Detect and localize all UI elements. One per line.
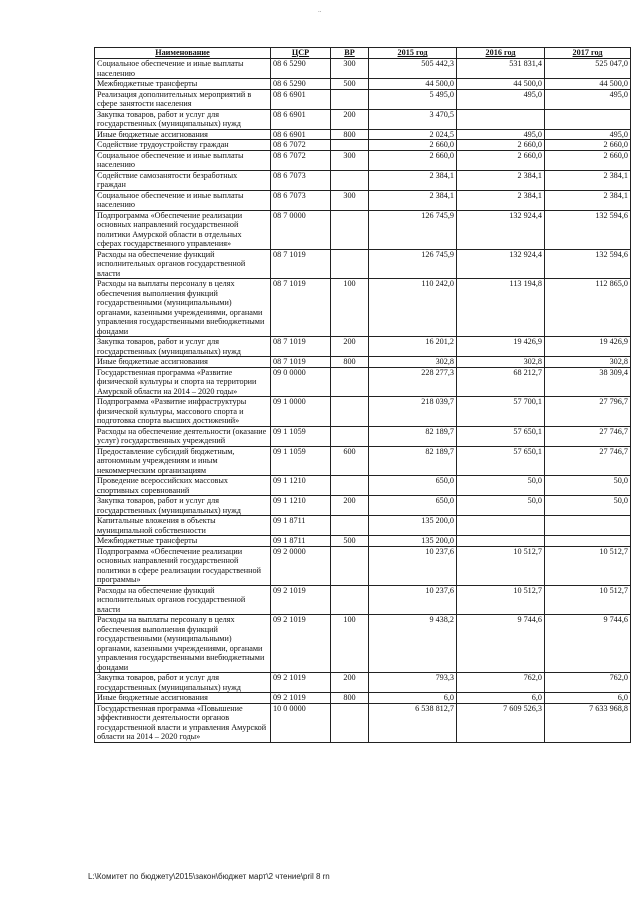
cell-vr: 100 xyxy=(331,615,369,673)
column-header-2015: 2015 год xyxy=(369,48,457,59)
page-mark: .. xyxy=(318,6,322,14)
cell-csr: 09 1 8711 xyxy=(271,536,331,547)
cell-vr xyxy=(331,397,369,427)
cell-csr: 09 2 1019 xyxy=(271,673,331,693)
cell-name: Государственная программа «Развитие физической культуры и спорта на территории Амурской области на 2014 – 2020 годы» xyxy=(95,367,271,397)
cell-2017: 44 500,0 xyxy=(545,79,631,90)
cell-name: Расходы на обеспечение деятельности (оказание услуг) государственных учреждений xyxy=(95,426,271,446)
cell-2015: 6,0 xyxy=(369,693,457,704)
column-header-name: Наименование xyxy=(95,48,271,59)
budget-table xyxy=(94,47,631,743)
cell-vr xyxy=(331,140,369,151)
cell-2016: 113 194,8 xyxy=(457,279,545,337)
cell-csr: 09 0 0000 xyxy=(271,367,331,397)
cell-2015: 16 201,2 xyxy=(369,337,457,357)
cell-csr: 08 6 7073 xyxy=(271,190,331,210)
cell-2016: 50,0 xyxy=(457,496,545,516)
cell-name: Содействие самозанятости безработных граждан xyxy=(95,170,271,190)
column-header-2017: 2017 год xyxy=(545,48,631,59)
table-row xyxy=(95,536,631,547)
cell-2017: 27 746,7 xyxy=(545,426,631,446)
cell-vr xyxy=(331,585,369,615)
cell-vr xyxy=(331,703,369,742)
table-row xyxy=(95,210,631,249)
cell-name: Социальное обеспечение и иные выплаты населению xyxy=(95,150,271,170)
cell-csr: 09 1 1059 xyxy=(271,446,331,476)
cell-2016: 7 609 526,3 xyxy=(457,703,545,742)
table-row xyxy=(95,476,631,496)
cell-2017: 50,0 xyxy=(545,476,631,496)
cell-vr: 200 xyxy=(331,496,369,516)
cell-csr: 09 2 1019 xyxy=(271,693,331,704)
cell-2016: 50,0 xyxy=(457,476,545,496)
table-row xyxy=(95,140,631,151)
cell-name: Расходы на обеспечение функций исполнительных органов государственной власти xyxy=(95,585,271,615)
cell-name: Капитальные вложения в объекты муниципальной собственности xyxy=(95,516,271,536)
cell-vr xyxy=(331,249,369,279)
table-row xyxy=(95,446,631,476)
cell-2015: 2 660,0 xyxy=(369,140,457,151)
cell-name: Расходы на выплаты персоналу в целях обеспечения выполнения функций государственными (муниципальными) органами, казенными учреждениями, органами управления государственными внебюджетными фондами xyxy=(95,279,271,337)
cell-2015: 793,3 xyxy=(369,673,457,693)
cell-vr xyxy=(331,426,369,446)
cell-2016: 6,0 xyxy=(457,693,545,704)
cell-2016 xyxy=(457,516,545,536)
column-header-csr: ЦСР xyxy=(271,48,331,59)
table-row xyxy=(95,150,631,170)
cell-csr: 08 6 5290 xyxy=(271,79,331,90)
cell-name: Иные бюджетные ассигнования xyxy=(95,129,271,140)
cell-2015: 135 200,0 xyxy=(369,536,457,547)
cell-vr xyxy=(331,89,369,109)
cell-2015: 9 438,2 xyxy=(369,615,457,673)
table-row xyxy=(95,109,631,129)
cell-name: Закупка товаров, работ и услуг для государственных (муниципальных) нужд xyxy=(95,337,271,357)
cell-csr: 08 6 6901 xyxy=(271,129,331,140)
cell-name: Государственная программа «Повышение эффективности деятельности органов государственной власти и управления Амурской области на 2014 – 2020 годы» xyxy=(95,703,271,742)
cell-name: Социальное обеспечение и иные выплаты населению xyxy=(95,59,271,79)
cell-2015: 3 470,5 xyxy=(369,109,457,129)
table-row xyxy=(95,693,631,704)
table-row xyxy=(95,546,631,585)
cell-vr: 300 xyxy=(331,190,369,210)
cell-2016 xyxy=(457,536,545,547)
cell-2016: 495,0 xyxy=(457,129,545,140)
cell-name: Подпрограмма «Развитие инфраструктуры физической культуры, массового спорта и подготовка спорта высших достижений» xyxy=(95,397,271,427)
table-header-row xyxy=(95,48,631,59)
cell-2015: 10 237,6 xyxy=(369,546,457,585)
cell-csr: 08 6 7072 xyxy=(271,140,331,151)
cell-csr: 08 6 7073 xyxy=(271,170,331,190)
cell-vr xyxy=(331,210,369,249)
cell-name: Реализация дополнительных мероприятий в сфере занятости населения xyxy=(95,89,271,109)
cell-vr xyxy=(331,476,369,496)
cell-csr: 08 6 7072 xyxy=(271,150,331,170)
cell-vr: 800 xyxy=(331,357,369,368)
table-row xyxy=(95,673,631,693)
cell-name: Закупка товаров, работ и услуг для государственных (муниципальных) нужд xyxy=(95,673,271,693)
cell-2017 xyxy=(545,536,631,547)
table-row xyxy=(95,367,631,397)
cell-csr: 08 7 1019 xyxy=(271,357,331,368)
cell-csr: 08 6 5290 xyxy=(271,59,331,79)
cell-csr: 08 7 1019 xyxy=(271,249,331,279)
cell-2017: 112 865,0 xyxy=(545,279,631,337)
cell-2016: 531 831,4 xyxy=(457,59,545,79)
cell-2016: 57 650,1 xyxy=(457,426,545,446)
column-header-2016: 2016 год xyxy=(457,48,545,59)
cell-vr: 200 xyxy=(331,109,369,129)
cell-2017: 132 594,6 xyxy=(545,210,631,249)
cell-vr: 500 xyxy=(331,536,369,547)
cell-vr xyxy=(331,367,369,397)
cell-csr: 08 7 0000 xyxy=(271,210,331,249)
cell-2015: 6 538 812,7 xyxy=(369,703,457,742)
cell-vr: 100 xyxy=(331,279,369,337)
table-row xyxy=(95,89,631,109)
cell-2017 xyxy=(545,516,631,536)
cell-2017: 495,0 xyxy=(545,129,631,140)
table-row xyxy=(95,79,631,90)
cell-2015: 10 237,6 xyxy=(369,585,457,615)
column-header-vr: ВР xyxy=(331,48,369,59)
cell-vr: 800 xyxy=(331,693,369,704)
cell-vr xyxy=(331,170,369,190)
cell-2016: 2 660,0 xyxy=(457,150,545,170)
cell-2016: 132 924,4 xyxy=(457,249,545,279)
cell-2016: 302,8 xyxy=(457,357,545,368)
cell-csr: 08 6 6901 xyxy=(271,89,331,109)
cell-csr: 09 1 8711 xyxy=(271,516,331,536)
cell-2015: 302,8 xyxy=(369,357,457,368)
cell-2016: 57 650,1 xyxy=(457,446,545,476)
cell-name: Подпрограмма «Обеспечение реализации основных направлений государственной политики Амурской области в отдельных сферах государственного управления» xyxy=(95,210,271,249)
cell-2015: 2 660,0 xyxy=(369,150,457,170)
cell-csr: 09 1 1059 xyxy=(271,426,331,446)
table-row xyxy=(95,190,631,210)
cell-csr: 09 2 1019 xyxy=(271,585,331,615)
cell-2017: 50,0 xyxy=(545,496,631,516)
cell-2015: 5 495,0 xyxy=(369,89,457,109)
cell-2017: 27 746,7 xyxy=(545,446,631,476)
table-row xyxy=(95,397,631,427)
cell-name: Предоставление субсидий бюджетным, автономным учреждениям и иным некоммерческим организациям xyxy=(95,446,271,476)
cell-csr: 08 6 6901 xyxy=(271,109,331,129)
cell-2015: 650,0 xyxy=(369,476,457,496)
cell-2016: 9 744,6 xyxy=(457,615,545,673)
table-row xyxy=(95,426,631,446)
cell-2017: 2 384,1 xyxy=(545,190,631,210)
table-row xyxy=(95,516,631,536)
table-row xyxy=(95,279,631,337)
cell-name: Расходы на выплаты персоналу в целях обеспечения выполнения функций государственными (муниципальными) органами, казенными учреждениями, органами управления государственными внебюджетными фондами xyxy=(95,615,271,673)
cell-name: Иные бюджетные ассигнования xyxy=(95,357,271,368)
cell-2016 xyxy=(457,109,545,129)
cell-csr: 09 2 1019 xyxy=(271,615,331,673)
cell-2017: 2 384,1 xyxy=(545,170,631,190)
cell-vr: 500 xyxy=(331,79,369,90)
cell-2017: 762,0 xyxy=(545,673,631,693)
cell-name: Социальное обеспечение и иные выплаты населению xyxy=(95,190,271,210)
cell-2017: 302,8 xyxy=(545,357,631,368)
cell-vr xyxy=(331,516,369,536)
cell-2015: 2 384,1 xyxy=(369,170,457,190)
cell-name: Иные бюджетные ассигнования xyxy=(95,693,271,704)
cell-2017: 2 660,0 xyxy=(545,140,631,151)
cell-vr: 300 xyxy=(331,150,369,170)
cell-2016: 10 512,7 xyxy=(457,585,545,615)
cell-2017: 10 512,7 xyxy=(545,585,631,615)
cell-2015: 135 200,0 xyxy=(369,516,457,536)
file-path-footer: L:\Комитет по бюджету\2015\закон\бюджет март\2 чтение\pril 8 rn xyxy=(88,872,330,881)
cell-2017: 9 744,6 xyxy=(545,615,631,673)
cell-2015: 505 442,3 xyxy=(369,59,457,79)
cell-2017: 27 796,7 xyxy=(545,397,631,427)
cell-2015: 82 189,7 xyxy=(369,446,457,476)
table-row xyxy=(95,249,631,279)
cell-2016: 2 660,0 xyxy=(457,140,545,151)
cell-vr: 600 xyxy=(331,446,369,476)
cell-2017: 6,0 xyxy=(545,693,631,704)
cell-name: Подпрограмма «Обеспечение реализации основных направлений государственной политики в сфере реализации государственной программы» xyxy=(95,546,271,585)
cell-2016: 57 700,1 xyxy=(457,397,545,427)
cell-vr: 800 xyxy=(331,129,369,140)
cell-2015: 2 384,1 xyxy=(369,190,457,210)
cell-2016: 10 512,7 xyxy=(457,546,545,585)
cell-csr: 09 2 0000 xyxy=(271,546,331,585)
cell-2015: 126 745,9 xyxy=(369,210,457,249)
cell-2016: 2 384,1 xyxy=(457,170,545,190)
cell-2015: 82 189,7 xyxy=(369,426,457,446)
cell-2015: 2 024,5 xyxy=(369,129,457,140)
cell-2016: 132 924,4 xyxy=(457,210,545,249)
cell-2016: 762,0 xyxy=(457,673,545,693)
cell-vr: 300 xyxy=(331,59,369,79)
cell-2017: 495,0 xyxy=(545,89,631,109)
table-row xyxy=(95,170,631,190)
cell-name: Содействие трудоустройству граждан xyxy=(95,140,271,151)
cell-2017: 132 594,6 xyxy=(545,249,631,279)
table-row xyxy=(95,496,631,516)
table-row xyxy=(95,703,631,742)
table-row xyxy=(95,585,631,615)
cell-2017: 10 512,7 xyxy=(545,546,631,585)
cell-2016: 495,0 xyxy=(457,89,545,109)
cell-2017: 38 309,4 xyxy=(545,367,631,397)
cell-2015: 228 277,3 xyxy=(369,367,457,397)
cell-2015: 650,0 xyxy=(369,496,457,516)
cell-2017: 7 633 968,8 xyxy=(545,703,631,742)
cell-2017: 525 047,0 xyxy=(545,59,631,79)
cell-2016: 2 384,1 xyxy=(457,190,545,210)
cell-vr: 200 xyxy=(331,337,369,357)
cell-2017: 2 660,0 xyxy=(545,150,631,170)
cell-vr: 200 xyxy=(331,673,369,693)
table-row xyxy=(95,129,631,140)
cell-csr: 08 7 1019 xyxy=(271,337,331,357)
cell-name: Проведение всероссийских массовых спортивных соревнований xyxy=(95,476,271,496)
table-row xyxy=(95,337,631,357)
cell-2015: 110 242,0 xyxy=(369,279,457,337)
table-row xyxy=(95,59,631,79)
table-body xyxy=(95,59,631,743)
cell-csr: 10 0 0000 xyxy=(271,703,331,742)
cell-2017: 19 426,9 xyxy=(545,337,631,357)
cell-2015: 126 745,9 xyxy=(369,249,457,279)
cell-name: Закупка товаров, работ и услуг для государственных (муниципальных) нужд xyxy=(95,109,271,129)
cell-2016: 68 212,7 xyxy=(457,367,545,397)
cell-csr: 09 1 1210 xyxy=(271,476,331,496)
cell-csr: 09 1 0000 xyxy=(271,397,331,427)
cell-name: Межбюджетные трансферты xyxy=(95,79,271,90)
cell-vr xyxy=(331,546,369,585)
table-row xyxy=(95,615,631,673)
cell-name: Межбюджетные трансферты xyxy=(95,536,271,547)
cell-name: Закупка товаров, работ и услуг для государственных (муниципальных) нужд xyxy=(95,496,271,516)
cell-2015: 218 039,7 xyxy=(369,397,457,427)
cell-2016: 19 426,9 xyxy=(457,337,545,357)
cell-csr: 08 7 1019 xyxy=(271,279,331,337)
cell-name: Расходы на обеспечение функций исполнительных органов государственной власти xyxy=(95,249,271,279)
cell-csr: 09 1 1210 xyxy=(271,496,331,516)
table-row xyxy=(95,357,631,368)
cell-2017 xyxy=(545,109,631,129)
cell-2016: 44 500,0 xyxy=(457,79,545,90)
cell-2015: 44 500,0 xyxy=(369,79,457,90)
